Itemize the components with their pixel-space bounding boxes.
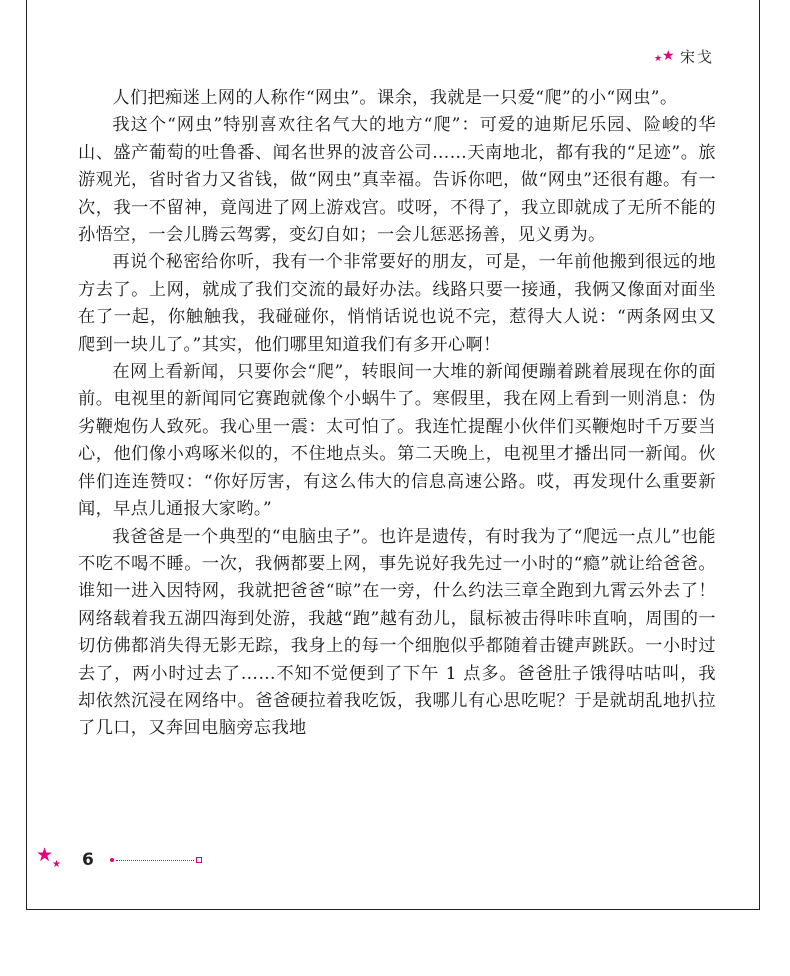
- paragraph: 在网上看新闻，只要你会“爬”，转眼间一大堆的新闻便蹦着跳着展现在你的面前。电视里的新闻同它赛跑就像个小蜗牛了。寒假里，我在网上看到一则消息：伪劣鞭炮伤人致死。我心里一震：太可怕了。我连忙提醒小伙伴们买鞭炮时千万要当心，他们像小鸡啄米似的，不住地点头。第二天晚上，电视里才播出同一新闻。伙伴们连连赞叹：“你好厉害，有这么伟大的信息高速公路。哎，再发现什么重要新闻，早点儿通报大家哟。”: [78, 362, 716, 520]
- page-footer: [36, 846, 202, 874]
- paragraph: 再说个秘密给你听，我有一个非常要好的朋友，可是，一年前他搬到很远的地方去了。上网，就成了我们交流的最好办法。线路只要一接通，我俩又像面对面坐在了一起，你触触我，我碰碰你，悄悄话说也说不完，惹得大人说：“两条网虫又爬到一块儿了。”其实，他们哪里知道我们有多开心啊！: [78, 252, 716, 355]
- star-decoration-icon: ★ ★: [36, 844, 61, 870]
- page-number: 6: [82, 850, 94, 870]
- page-header: [654, 46, 714, 67]
- paragraph: 人们把痴迷上网的人称作“网虫”。课余，我就是一只爱“爬”的小“网虫”。: [112, 88, 678, 108]
- article-body: [78, 85, 716, 743]
- author-name: 宋戈: [679, 48, 714, 66]
- paragraph: 我爸爸是一个典型的“电脑虫子”。也许是遗传，有时我为了“爬远一点儿”也能不吃不喝不睡。一次，我俩都要上网，事先说好我先过一小时的“瘾”就让给爸爸。谁知一进入因特网，我就把爸爸“晾”在一旁，什么约法三章全跑到九霄云外去了！网络载着我五湖四海到处游，我越“跑”越有劲儿，鼠标被击得咔咔直响，周围的一切仿佛都消失得无影无踪，我身上的每一个细胞似乎都随着击键声跳跃。一小时过去了，两小时过去了……不知不觉便到了下午 1 点多。爸爸肚子饿得咕咕叫，我却依然沉浸在网络中。爸爸硬拉着我吃饭，我哪儿有心思吃呢？于是就胡乱地扒拉了几口，又奔回电脑旁忘我地: [78, 526, 716, 739]
- star-decoration-icon: ★ ★: [653, 47, 675, 64]
- paragraph: 我这个“网虫”特别喜欢往名气大的地方“爬”：可爱的迪斯尼乐园、险峻的华山、盛产葡萄的吐鲁番、闻名世界的波音公司……天南地北，都有我的“足迹”。旅游观光，省时省力又省钱，做“网虫”真幸福。告诉你吧，做“网虫”还很有趣。有一次，我一不留神，竟闯进了网上游戏宫。哎呀，不得了，我立即就成了无所不能的孙悟空，一会儿腾云驾雾，变幻自如；一会儿惩恶扬善，见义勇为。: [78, 115, 716, 246]
- dotted-line-decoration: [110, 857, 202, 863]
